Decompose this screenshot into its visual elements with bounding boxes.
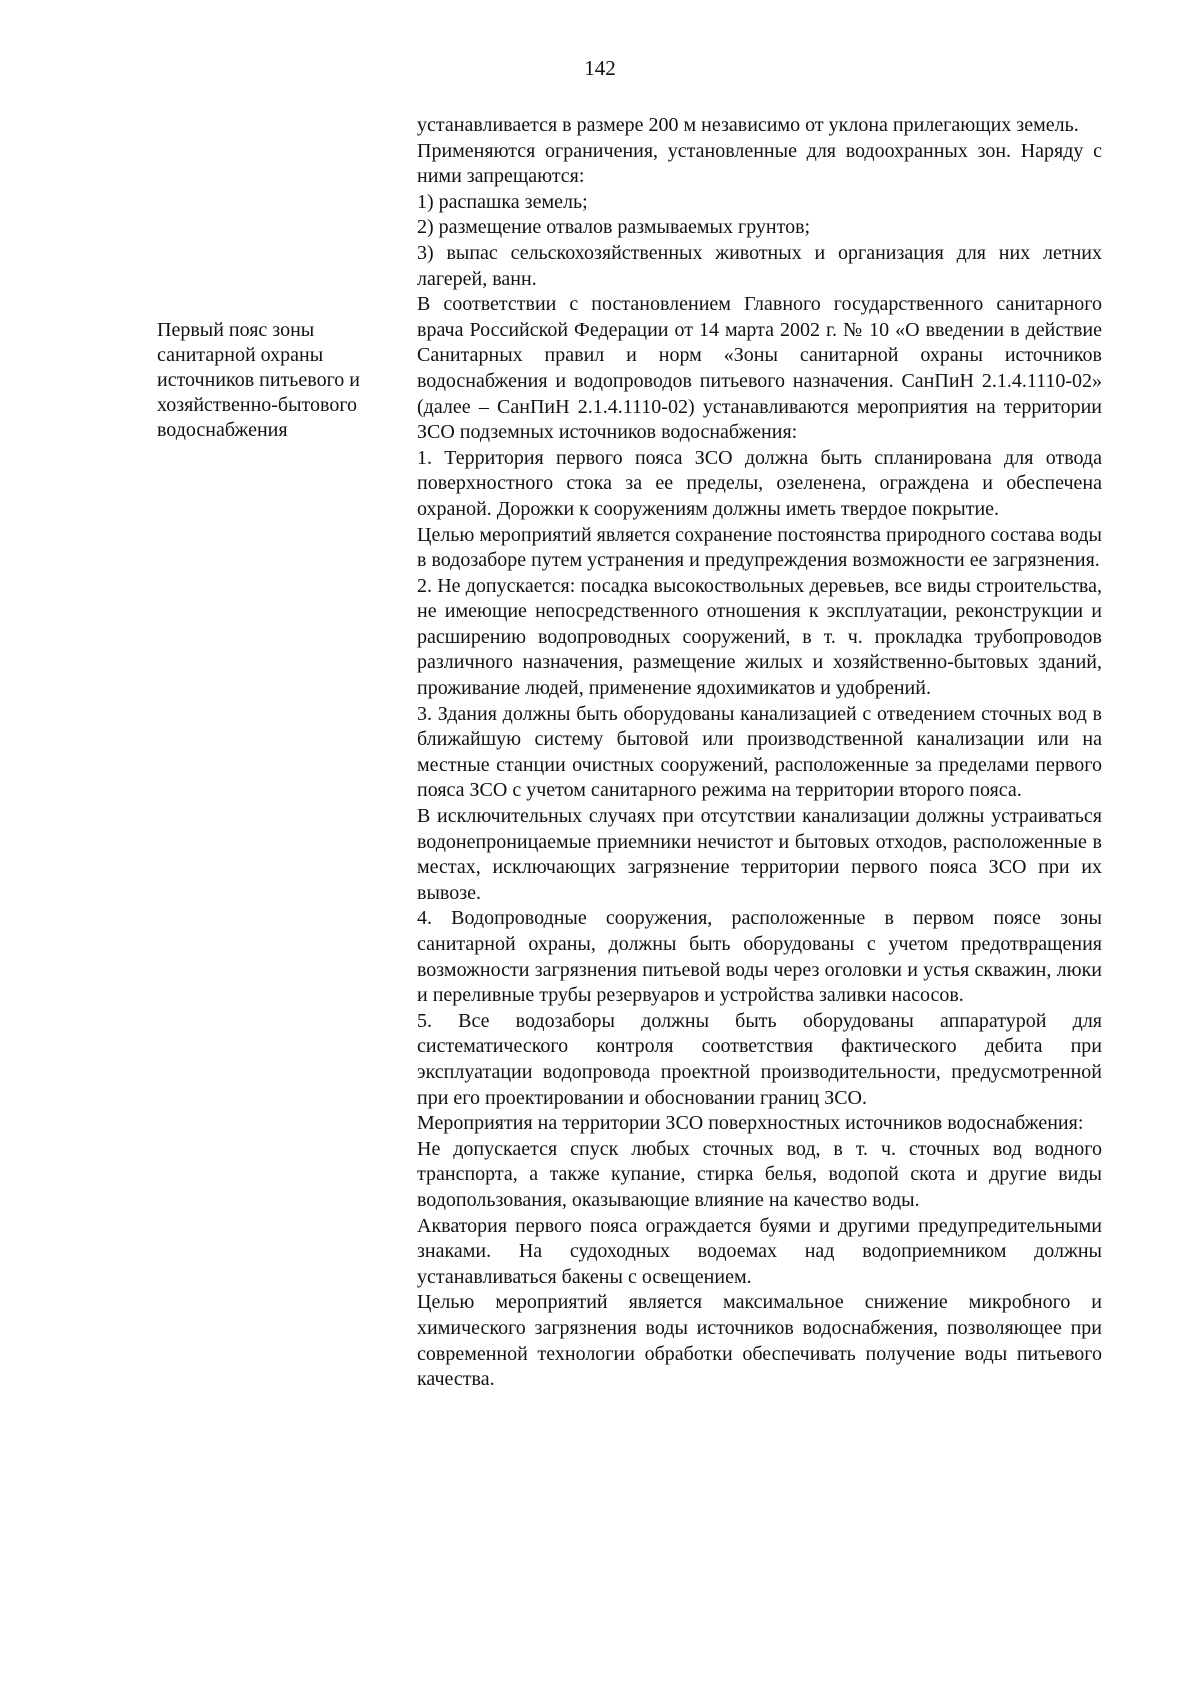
- section-heading-line: источников питьевого и: [157, 369, 361, 391]
- section-heading: [157, 318, 393, 443]
- paragraph-intro: устанавливается в размере 200 м независимо от уклона прилегающих земель.: [417, 114, 1079, 136]
- section-heading-line: Первый пояс зоны: [157, 319, 315, 341]
- paragraph-goal: Целью мероприятий является сохранение постоянства природного состава воды в водозаборе путем устранения и предупреждения возможности ее загрязнения.: [417, 523, 1102, 572]
- list-item: 3) выпас сельскохозяйственных животных и организация для них летних лагерей, ванн.: [417, 241, 1102, 290]
- section-heading-line: хозяйственно-бытового: [157, 394, 358, 416]
- paragraph-item-2: 2. Не допускается: посадка высокоствольных деревьев, все виды строительства, не имеющие непосредственного отношения к эксплуатации, реконструкции и расширению водопроводных сооружений, в т. ч. прокладка трубопроводов различного назначения, размещение жилых и хозяйственно-бытовых зданий, проживание людей, применение ядохимикатов и удобрений.: [417, 574, 1102, 700]
- paragraph-prohibition: Не допускается спуск любых сточных вод, в т. ч. сточных вод водного транспорта, а также купание, стирка белья, водопой скота и другие виды водопользования, оказывающие влияние на качество воды.: [417, 1137, 1102, 1211]
- list-item: 1) распашка земель;: [417, 190, 588, 213]
- paragraph-item-3: 3. Здания должны быть оборудованы канализацией с отведением сточных вод в ближайшую систему бытовой или производственной канализации или на местные станции очистных сооружений, расположенные за пределами первого пояса ЗСО с учетом санитарного режима на территории второго пояса.: [417, 702, 1102, 802]
- paragraph-aquatory: Акватория первого пояса ограждается буями и другими предупредительными знаками. На судоходных водоемах над водоприемником должны устанавливаться бакены с освещением.: [417, 1214, 1102, 1288]
- paragraph-restrictions: Применяются ограничения, установленные для водоохранных зон. Наряду с ними запрещаются:: [417, 139, 1102, 188]
- page-number: 142: [584, 56, 616, 80]
- paragraph-final-goal: Целью мероприятий является максимальное снижение микробного и химического загрязнения воды источников водоснабжения, позволяющее при современной технологии обработки обеспечивать получение воды питьевого качества.: [417, 1291, 1102, 1391]
- list-item: 2) размещение отвалов размываемых грунтов;: [417, 216, 811, 239]
- paragraph-item-5: 5. Все водозаборы должны быть оборудованы аппаратурой для систематического контроля соответствия фактического дебита при эксплуатации водопровода проектной производительности, предусмотренной при его проектировании и обосновании границ ЗСО.: [417, 1009, 1102, 1109]
- paragraph-item-4: 4. Водопроводные сооружения, расположенные в первом поясе зоны санитарной охраны, должны быть оборудованы с учетом предотвращения возможности загрязнения питьевой воды через оголовки и устья скважин, люки и переливные трубы резервуаров и устройства заливки насосов.: [417, 907, 1102, 1007]
- paragraph-surface-sources: Мероприятия на территории ЗСО поверхностных источников водоснабжения:: [417, 1112, 1084, 1135]
- section-heading-line: водоснабжения: [157, 419, 288, 441]
- section-body: [417, 113, 1102, 1393]
- paragraph-sanpin: В соответствии с постановлением Главного государственного санитарного врача Российской Федерации от 14 марта 2002 г. № 10 «О введении в действие Санитарных правил и норм «Зоны санитарной охраны источников водоснабжения и водопроводов питьевого назначения. СанПиН 2.1.4.1110-02» (далее – СанПиН 2.1.4.1110-02) устанавливаются мероприятия на территории ЗСО подземных источников водоснабжения:: [417, 293, 1102, 444]
- paragraph-item-1: 1. Территория первого пояса ЗСО должна быть спланирована для отвода поверхностного стока за ее пределы, озеленена, ограждена и обеспечена охраной. Дорожки к сооружениям должны иметь твердое покрытие.: [417, 446, 1102, 520]
- section-heading-line: санитарной охраны: [157, 344, 324, 366]
- paragraph-exception: В исключительных случаях при отсутствии канализации должны устраиваться водонепроницаемые приемники нечистот и бытовых отходов, расположенные в местах, исключающих загрязнение территории первого пояса ЗСО при их вывозе.: [417, 805, 1102, 904]
